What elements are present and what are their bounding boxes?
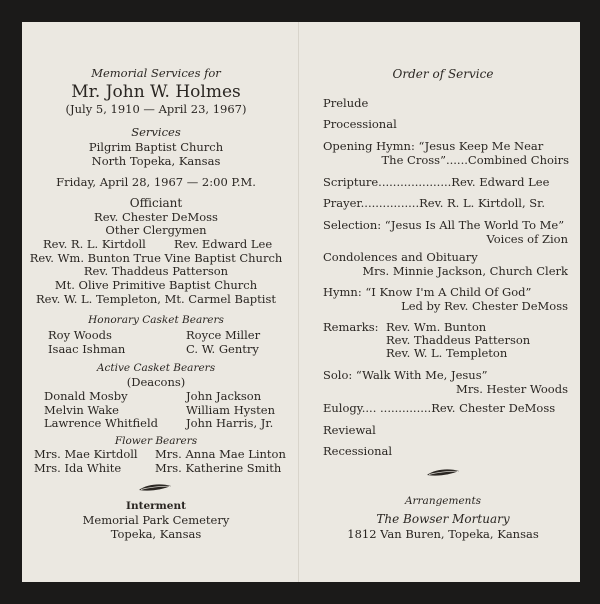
- church-city: North Topeka, Kansas: [91, 154, 221, 168]
- service-item: Prelude: [323, 96, 369, 110]
- flower-bearer-name: Mrs. Katherine Smith: [155, 461, 282, 475]
- service-item: Processional: [323, 117, 397, 131]
- bearer-name: John Jackson: [186, 389, 262, 403]
- officiant-name: Rev. Chester DeMoss: [94, 210, 218, 224]
- clergy-church: Mt. Olive Primitive Baptist Church: [54, 278, 258, 292]
- honorary-heading: Honorary Casket Bearers: [88, 314, 224, 326]
- deacons-label: (Deacons): [126, 375, 186, 389]
- interment-heading: Interment: [126, 500, 186, 512]
- service-item: Scripture....................Rev. Edward Lee: [323, 175, 550, 189]
- service-item-detail: Voices of Zion: [486, 232, 568, 246]
- life-dates: (July 5, 1910 — April 23, 1967): [65, 102, 247, 116]
- flower-heading: Flower Bearers: [114, 435, 198, 447]
- service-item: Condolences and Obituary: [323, 250, 478, 264]
- clergy-name: Rev. Thaddeus Patterson: [83, 264, 229, 278]
- flower-bearer-name: Mrs. Anna Mae Linton: [155, 447, 286, 461]
- service-item: Opening Hymn: “Jesus Keep Me Near: [323, 139, 544, 153]
- church-name: Pilgrim Baptist Church: [88, 140, 224, 154]
- mortuary-address: 1812 Van Buren, Topeka, Kansas: [347, 527, 539, 541]
- service-item-detail: Led by Rev. Chester DeMoss: [401, 299, 568, 313]
- officiant-heading: Officiant: [129, 196, 183, 210]
- bearer-name: Isaac Ishman: [48, 342, 126, 356]
- active-heading: Active Casket Bearers: [96, 362, 216, 374]
- bearer-name: Royce Miller: [186, 328, 261, 342]
- service-item: Selection: “Jesus Is All The World To Me”: [323, 218, 565, 232]
- cemetery-city: Topeka, Kansas: [110, 527, 202, 541]
- memorial-title: Memorial Services for: [91, 66, 221, 80]
- service-item-detail: Mrs. Hester Woods: [456, 382, 568, 396]
- bearer-name: Melvin Wake: [44, 403, 119, 417]
- bearer-name: C. W. Gentry: [186, 342, 259, 356]
- service-item: Reviewal: [323, 423, 376, 437]
- remarks-speaker: Rev. Thaddeus Patterson: [386, 333, 531, 347]
- clergy-name: Rev. Wm. Bunton True Vine Baptist Church: [29, 251, 283, 265]
- clergy-heading: Other Clergymen: [105, 223, 207, 237]
- bearer-name: Donald Mosby: [44, 389, 128, 403]
- remarks-speaker: Rev. W. L. Templeton: [386, 346, 508, 360]
- service-item-detail: The Cross”......Combined Choirs: [381, 153, 569, 167]
- service-item: Solo: “Walk With Me, Jesus”: [323, 368, 488, 382]
- remarks-label: Remarks:: [323, 320, 379, 334]
- bearer-name: William Hysten: [186, 403, 276, 417]
- service-item: Hymn: “I Know I'm A Child Of God”: [323, 285, 532, 299]
- service-item: Eulogy.... ..............Rev. Chester DeMoss: [323, 401, 556, 415]
- clergy-name: Rev. R. L. Kirtdoll: [43, 237, 146, 251]
- clergy-name: Rev. Edward Lee: [174, 237, 273, 251]
- program-sheet: [22, 22, 580, 582]
- service-item-detail: Mrs. Minnie Jackson, Church Clerk: [362, 264, 568, 278]
- cemetery-name: Memorial Park Cemetery: [82, 513, 230, 527]
- deceased-name: Mr. John W. Holmes: [71, 82, 241, 102]
- remarks-speaker: Rev. Wm. Bunton: [386, 320, 487, 334]
- leaf-ornament-icon: [425, 468, 461, 478]
- clergy-name: Rev. W. L. Templeton, Mt. Carmel Baptist: [36, 292, 276, 306]
- service-item: Recessional: [323, 444, 393, 458]
- bearer-name: Roy Woods: [48, 328, 112, 342]
- service-item: Prayer................Rev. R. L. Kirtdoll, Sr.: [323, 196, 546, 210]
- service-datetime: Friday, April 28, 1967 — 2:00 P.M.: [56, 175, 256, 189]
- mortuary-name: The Bowser Mortuary: [376, 512, 510, 526]
- center-fold: [298, 22, 299, 582]
- arrangements-heading: Arrangements: [404, 495, 482, 507]
- flower-bearer-name: Mrs. Mae Kirtdoll: [34, 447, 138, 461]
- order-of-service-heading: Order of Service: [392, 67, 494, 81]
- bearer-name: John Harris, Jr.: [186, 416, 274, 430]
- leaf-ornament-icon: [137, 483, 173, 493]
- bearer-name: Lawrence Whitfield: [44, 416, 158, 430]
- flower-bearer-name: Mrs. Ida White: [34, 461, 122, 475]
- services-heading: Services: [131, 125, 181, 139]
